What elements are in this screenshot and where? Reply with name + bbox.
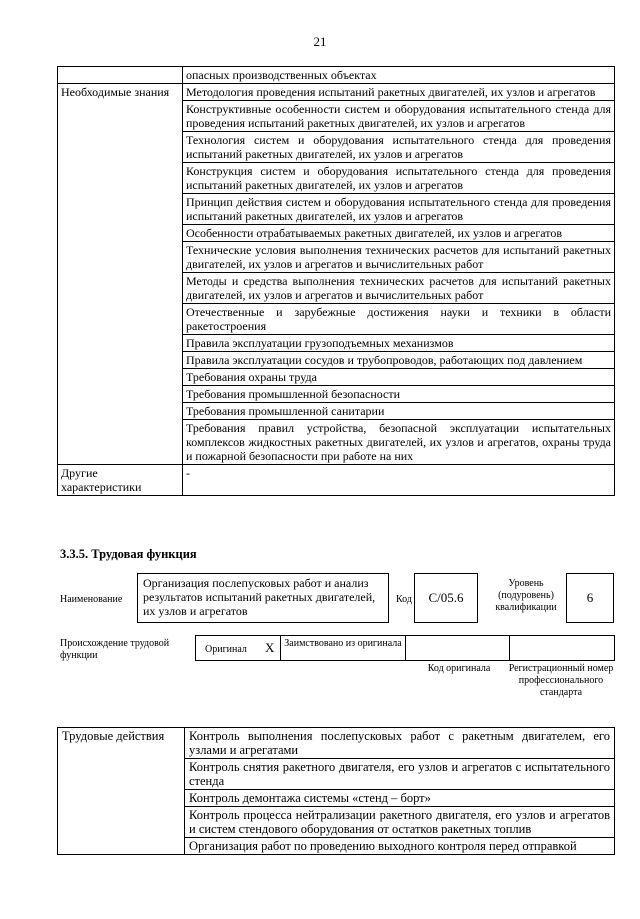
knowledge-table bbox=[57, 66, 615, 496]
row-value: Правила эксплуатации сосудов и трубопроводов, работающих под давлением bbox=[183, 352, 615, 369]
table-row bbox=[58, 728, 615, 759]
row-value: опасных производственных объектах bbox=[183, 67, 615, 84]
row-value: Особенности отрабатываемых ракетных двигателей, их узлов и агрегатов bbox=[183, 225, 615, 242]
origin-row bbox=[195, 635, 615, 661]
page-number: 21 bbox=[313, 34, 327, 49]
row-value: Правила эксплуатации грузоподъемных механизмов bbox=[183, 335, 615, 352]
row-label: Необходимые знания bbox=[58, 84, 183, 465]
labor-action: Контроль выполнения послепусковых работ с ракетным двигателем, его узлами и агрегатами bbox=[185, 728, 615, 759]
row-value: Методология проведения испытаний ракетных двигателей, их узлов и агрегатов bbox=[183, 84, 615, 101]
row-value: Требования промышленной безопасности bbox=[183, 386, 615, 403]
labor-actions-table bbox=[57, 727, 615, 855]
original-cell bbox=[195, 635, 281, 661]
row-value: Принцип действия систем и оборудования испытательного стенда для проведения испытаний ракетных двигателей, их узлов и агрегатов bbox=[183, 194, 615, 225]
row-label: Другие характеристики bbox=[58, 465, 183, 496]
row-value: Технические условия выполнения технических расчетов для испытаний ракетных двигателей, их узлов и агрегатов и вычислительных работ bbox=[183, 242, 615, 273]
table-row bbox=[58, 67, 615, 84]
name-label: Наименование bbox=[60, 594, 123, 605]
reg-number-label: Регистрационный номер профессионального стандарта bbox=[508, 663, 614, 698]
labor-action: Контроль процесса нейтрализации ракетного двигателя, его узлов и агрегатов и систем стендового оборудования от остатков ракетных топлив bbox=[185, 807, 615, 838]
row-label bbox=[58, 67, 183, 84]
original-label: Оригинал bbox=[205, 644, 247, 655]
level-label: Уровень (подуровень) квалификации bbox=[495, 578, 557, 613]
origin-label: Происхождение трудовой функции bbox=[60, 638, 170, 661]
code-label: Код bbox=[396, 594, 412, 605]
borrowed-label: Заимствовано из оригинала bbox=[280, 635, 406, 661]
section-title: 3.3.5. Трудовая функция bbox=[60, 547, 197, 561]
row-value: Конструкция систем и оборудования испытательного стенда для проведения испытаний ракетных двигателей, их узлов и агрегатов bbox=[183, 163, 615, 194]
labor-actions-label: Трудовые действия bbox=[58, 728, 185, 855]
row-value: Требования правил устройства, безопасной эксплуатации испытательных комплексов жидкостных ракетных двигателей, их узлов и агрегатов, охраны труда и пожарной безопасности при работе на них bbox=[183, 420, 615, 465]
level-value-box: 6 bbox=[566, 573, 614, 623]
labor-action: Организация работ по проведению выходного контроля перед отправкой bbox=[185, 838, 615, 855]
labor-action: Контроль демонтажа системы «стенд – борт» bbox=[185, 790, 615, 807]
row-value: Требования промышленной санитарии bbox=[183, 403, 615, 420]
labor-action: Контроль снятия ракетного двигателя, его узлов и агрегатов с испытательного стенда bbox=[185, 759, 615, 790]
row-value: Методы и средства выполнения технических расчетов для испытаний ракетных двигателей, их узлов и агрегатов и вычислительных работ bbox=[183, 273, 615, 304]
function-name-box: Организация послепусковых работ и анализ результатов испытаний ракетных двигателей, их узлов и агрегатов bbox=[137, 573, 389, 623]
original-mark: X bbox=[265, 640, 275, 655]
original-code-cell bbox=[405, 635, 510, 661]
row-value: - bbox=[183, 465, 615, 496]
function-code-box: С/05.6 bbox=[414, 573, 478, 623]
table-row bbox=[58, 84, 615, 101]
row-value: Конструктивные особенности систем и оборудования испытательного стенда для проведения испытаний ракетных двигателей, их узлов и агрегатов bbox=[183, 101, 615, 132]
table-row bbox=[58, 465, 615, 496]
row-value: Технология систем и оборудования испытательного стенда для проведения испытаний ракетных двигателей, их узлов и агрегатов bbox=[183, 132, 615, 163]
code-original-label: Код оригинала bbox=[427, 663, 491, 674]
reg-number-cell bbox=[509, 635, 615, 661]
row-value: Требования охраны труда bbox=[183, 369, 615, 386]
row-value: Отечественные и зарубежные достижения науки и техники в области ракетостроения bbox=[183, 304, 615, 335]
